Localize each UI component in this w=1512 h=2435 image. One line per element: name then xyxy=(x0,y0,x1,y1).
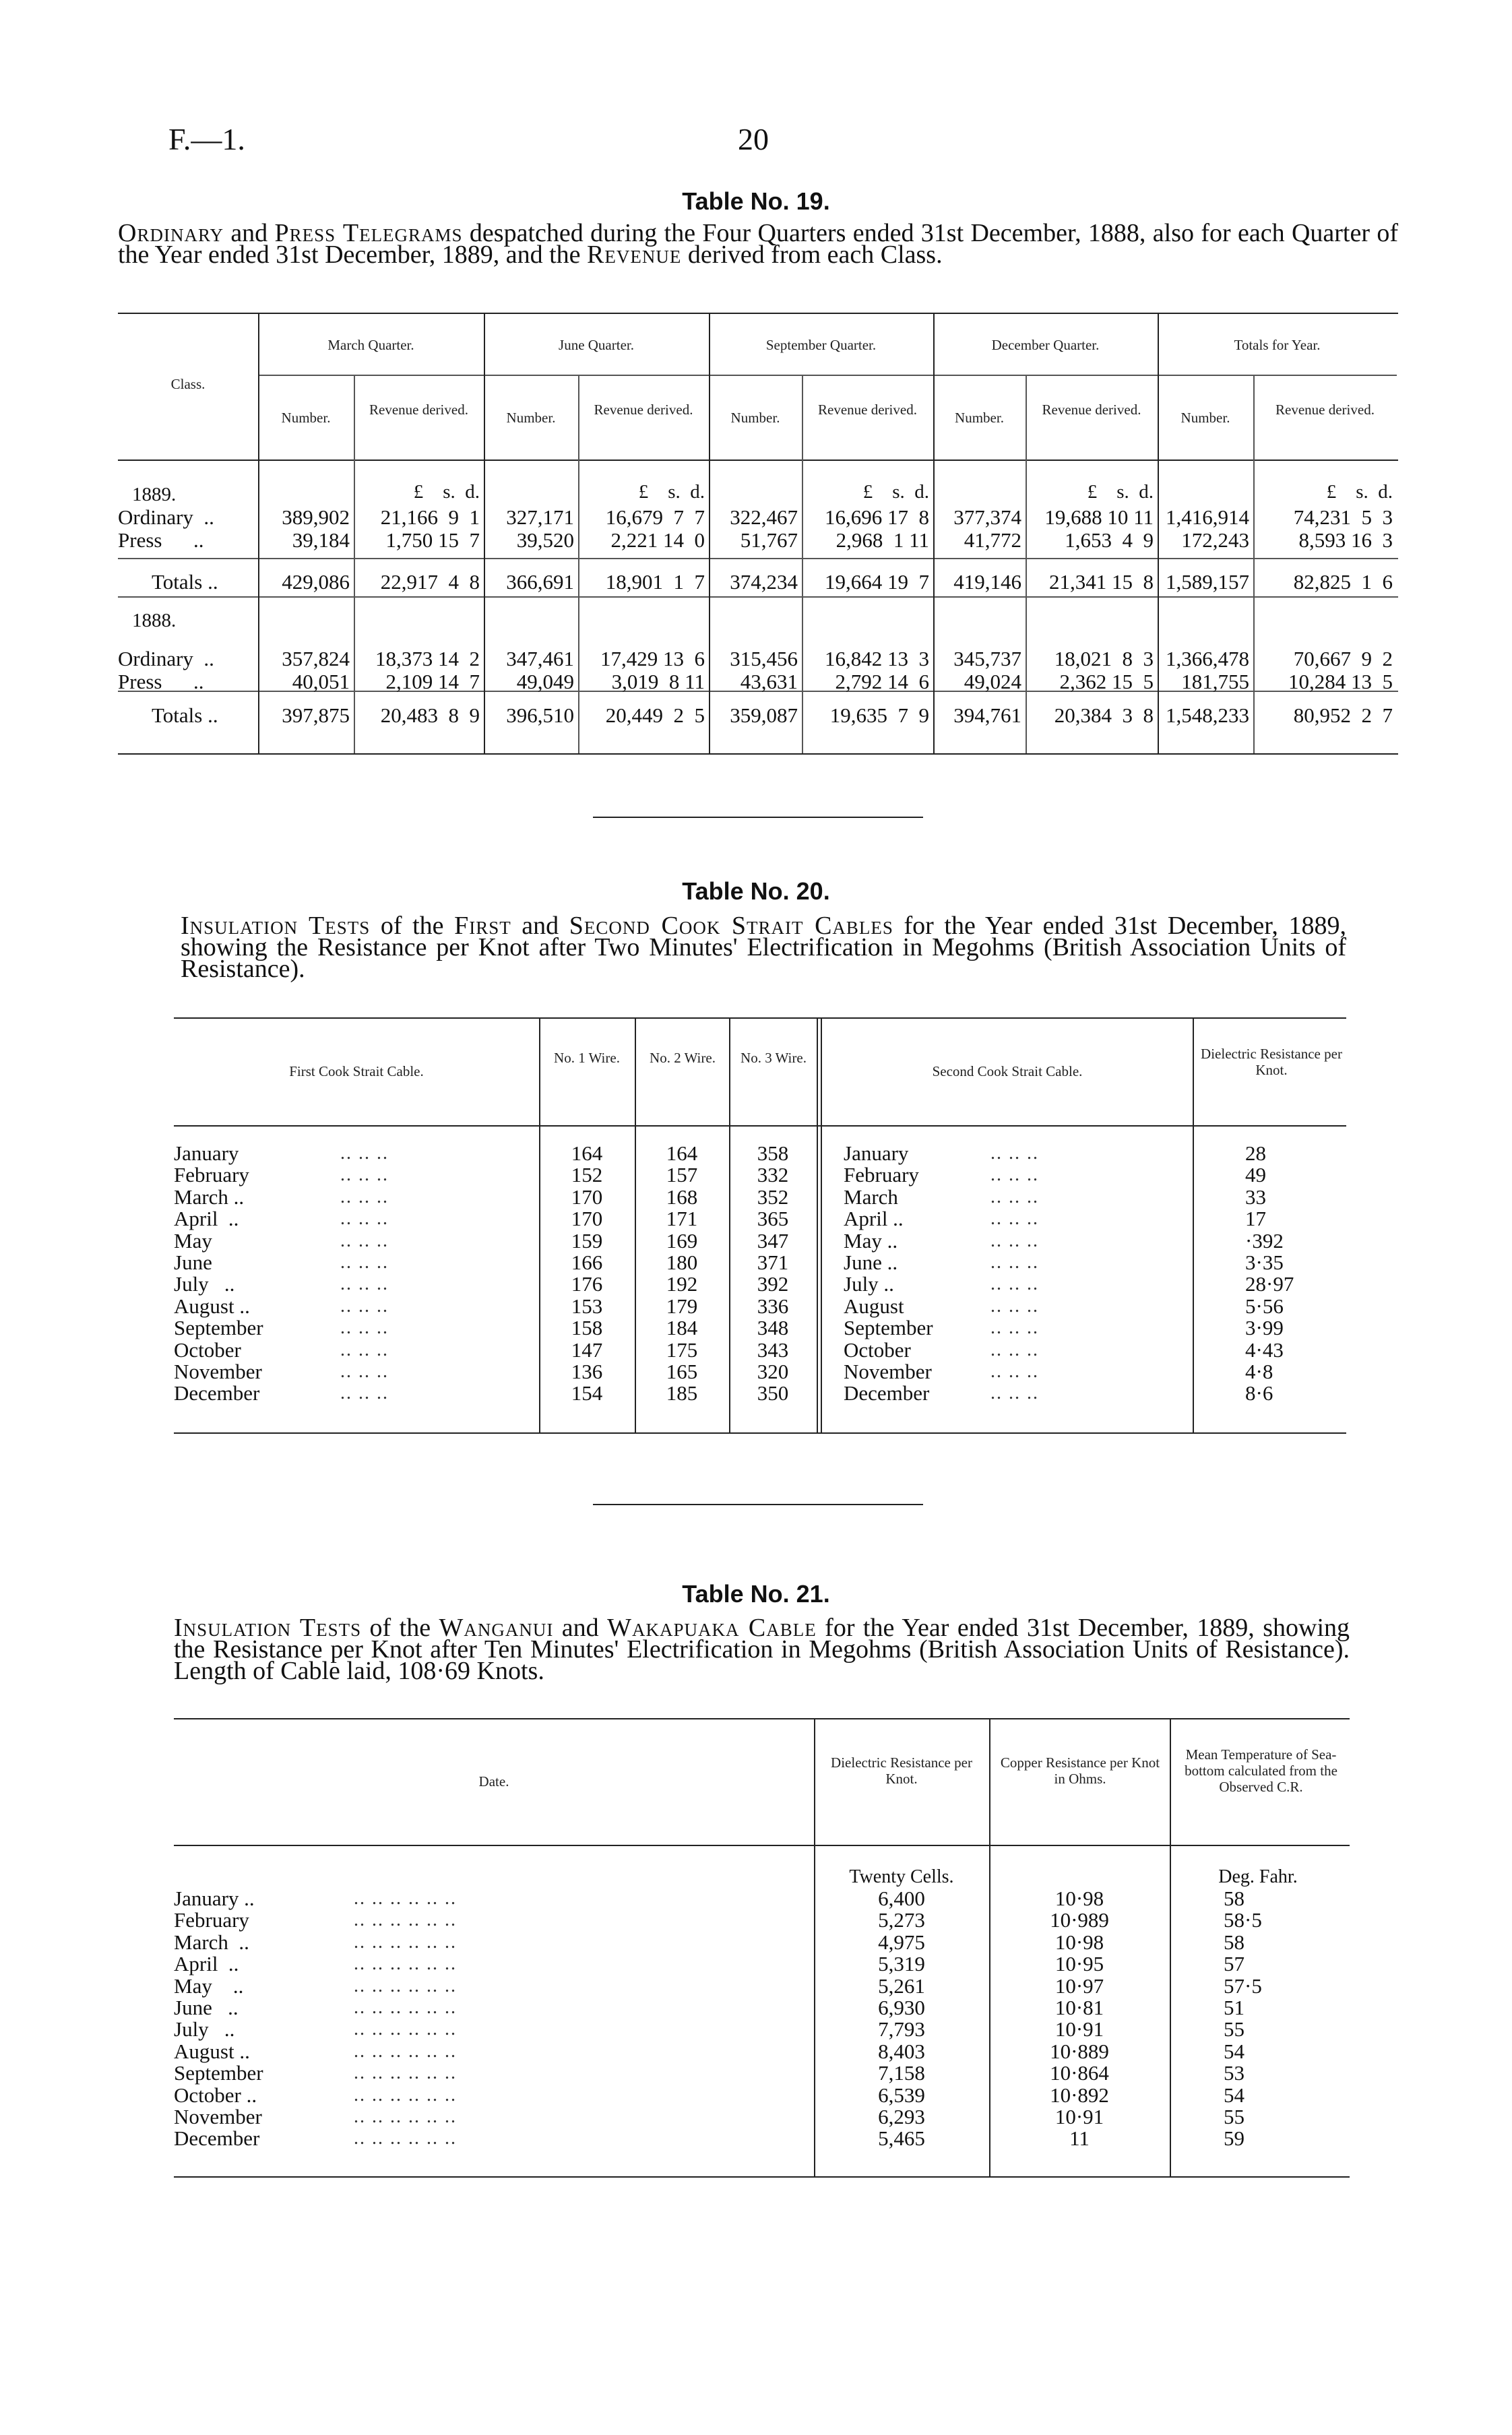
t19-cell: 80,952 2 7 xyxy=(1293,703,1393,727)
t19-cell: 70,667 9 2 xyxy=(1293,647,1393,670)
t19-cell: 181,755 xyxy=(1181,670,1249,693)
t20-diel: 3·99 xyxy=(1245,1316,1284,1339)
t21-temp: 54 xyxy=(1224,2083,1245,2107)
t21-month: February xyxy=(174,1908,249,1932)
t19-cell: 20,449 2 5 xyxy=(605,703,705,727)
t21-copper: 10·989 xyxy=(1050,1908,1109,1932)
t20-month-first: August .. xyxy=(174,1294,250,1318)
t20-month-second: January xyxy=(844,1141,909,1165)
t21-month: June .. xyxy=(174,1996,239,2019)
t19-cell: 20,384 3 8 xyxy=(1054,703,1154,727)
t20-w2: 179 xyxy=(666,1294,698,1318)
t19-cell: 1,589,157 xyxy=(1166,570,1249,594)
t19-header-quarter: December Quarter. xyxy=(991,337,1100,353)
t20-month-second: April .. xyxy=(844,1207,904,1230)
t20-w1: 152 xyxy=(571,1163,603,1187)
t20-leader-dots: .. .. .. xyxy=(990,1339,1039,1360)
t19-cell: 2,221 14 0 xyxy=(610,528,705,552)
t20-w3: 336 xyxy=(757,1294,789,1318)
t20-w3: 343 xyxy=(757,1338,789,1362)
t19-header-quarter: September Quarter. xyxy=(765,337,877,353)
t20-diel: 17 xyxy=(1245,1207,1266,1230)
t19-cell: 51,767 xyxy=(740,528,798,552)
t19-cell: 40,051 xyxy=(292,670,350,693)
t20-vline-5 xyxy=(1193,1017,1194,1432)
t20-leader-dots: .. .. .. xyxy=(990,1317,1039,1338)
t20-w2: 175 xyxy=(666,1338,698,1362)
table21-caption: Insulation Tests of the Wanganui and Wakapuaka Cable for the Year ended 31st December, 1889, showing the Resistance per Knot after Ten Minutes' Electrification in Megohms (British Association Units of Resistance). Length of Cable laid, 108·69 Knots. xyxy=(174,1614,1350,1685)
t20-diel: 49 xyxy=(1245,1163,1266,1187)
t21-diel: 4,975 xyxy=(878,1930,925,1954)
t21-diel: 6,930 xyxy=(878,1996,925,2019)
t20-w3: 392 xyxy=(757,1272,789,1296)
t19-lsd-label: £ s. d. xyxy=(1087,481,1154,503)
t21-header-date: Date. xyxy=(478,1773,509,1790)
t19-cell: 322,467 xyxy=(730,505,798,529)
t20-header-w2: No. 2 Wire. xyxy=(650,1050,716,1066)
t20-leader-dots: .. .. .. xyxy=(340,1143,389,1164)
t19-cell: 21,341 15 8 xyxy=(1049,570,1154,594)
t19-cell: 74,231 5 3 xyxy=(1293,505,1393,529)
t21-month: October .. xyxy=(174,2083,257,2107)
t19-cell: 49,024 xyxy=(964,670,1021,693)
t20-month-second: February xyxy=(844,1163,919,1187)
t20-w2: 165 xyxy=(666,1360,698,1383)
t19-cell: 397,875 xyxy=(282,703,350,727)
t19-cell: 347,461 xyxy=(506,647,574,670)
t21-diel: 8,403 xyxy=(878,2039,925,2063)
t20-leader-dots: .. .. .. xyxy=(990,1383,1039,1403)
t20-header-second: Second Cook Strait Cable. xyxy=(932,1063,1083,1079)
t19-cell: 172,243 xyxy=(1181,528,1249,552)
t19-header-number: Number. xyxy=(955,410,1004,426)
t21-diel: 5,465 xyxy=(878,2126,925,2150)
t19-cell: 49,049 xyxy=(516,670,574,693)
t20-w1: 159 xyxy=(571,1229,603,1253)
t20-w1: 158 xyxy=(571,1316,603,1339)
t20-leader-dots: .. .. .. xyxy=(990,1273,1039,1294)
t21-diel: 5,273 xyxy=(878,1908,925,1932)
t21-copper: 10·95 xyxy=(1054,1952,1104,1975)
t21-vline-3 xyxy=(1170,1718,1171,2176)
t21-temp: 57 xyxy=(1224,1952,1245,1975)
t21-bottom-rule xyxy=(174,2176,1350,2178)
t20-leader-dots: .. .. .. xyxy=(990,1296,1039,1317)
t21-copper: 10·892 xyxy=(1050,2083,1109,2107)
t20-month-first: October xyxy=(174,1338,241,1362)
t19-cell: 366,691 xyxy=(506,570,574,594)
t19-vline xyxy=(802,375,803,753)
t19-header-revenue: Revenue derived. xyxy=(369,402,468,418)
t21-leader-dots: .. .. .. .. .. .. xyxy=(354,1932,457,1953)
t20-diel: ·392 xyxy=(1245,1229,1284,1253)
t21-month: January .. xyxy=(174,1887,255,1910)
t19-cell: 357,824 xyxy=(282,647,350,670)
t20-month-second: November xyxy=(844,1360,932,1383)
t19-bottom-rule xyxy=(118,753,1398,755)
t19-header-number: Number. xyxy=(506,410,556,426)
t21-copper: 10·864 xyxy=(1050,2061,1109,2085)
t21-month: July .. xyxy=(174,2017,235,2041)
t19-cell: 394,761 xyxy=(953,703,1021,727)
t20-w1: 164 xyxy=(571,1141,603,1165)
t20-diel: 33 xyxy=(1245,1185,1266,1209)
t21-leader-dots: .. .. .. .. .. .. xyxy=(354,2062,457,2083)
t19-cell: 1,750 15 7 xyxy=(385,528,480,552)
t19-cell: 429,086 xyxy=(282,570,350,594)
t20-header-diel: Dielectric Resistance per Knot. xyxy=(1201,1046,1342,1078)
t20-month-first: June xyxy=(174,1251,212,1274)
t19-cell: 43,631 xyxy=(740,670,798,693)
t21-leader-dots: .. .. .. .. .. .. xyxy=(354,2019,457,2039)
t20-month-second: July .. xyxy=(844,1272,894,1296)
t20-month-first: April .. xyxy=(174,1207,239,1230)
separator-rule-1 xyxy=(593,817,923,818)
t20-month-second: October xyxy=(844,1338,911,1362)
t20-w1: 136 xyxy=(571,1360,603,1383)
t20-month-first: March .. xyxy=(174,1185,245,1209)
t20-w3: 350 xyxy=(757,1381,789,1405)
t20-month-second: September xyxy=(844,1316,933,1339)
t20-month-first: January xyxy=(174,1141,239,1165)
t20-month-second: June .. xyxy=(844,1251,898,1274)
t19-lsd-label: £ s. d. xyxy=(862,481,929,503)
t19-header-revenue: Revenue derived. xyxy=(594,402,693,418)
t19-row-label: Press .. xyxy=(118,528,204,552)
t21-temp: 54 xyxy=(1224,2039,1245,2063)
t20-header-first: First Cook Strait Cable. xyxy=(289,1063,424,1079)
t19-row-label: Ordinary .. xyxy=(118,505,214,529)
t19-header-quarter: Totals for Year. xyxy=(1234,337,1321,353)
t19-row-label: Totals .. xyxy=(152,703,218,727)
t19-top-rule xyxy=(118,313,1398,314)
t19-cell: 10,284 13 5 xyxy=(1288,670,1393,693)
t21-diel: 5,261 xyxy=(878,1974,925,1998)
t19-header-number: Number. xyxy=(281,410,331,426)
t21-month: September xyxy=(174,2061,263,2085)
t20-leader-dots: .. .. .. xyxy=(990,1230,1039,1251)
table19-caption: Ordinary and Press Telegrams despatched during the Four Quarters ended 31st December, 1888, also for each Quarter of the Year ended 31st December, 1889, and the Revenue derived from each Class. xyxy=(118,219,1398,269)
t20-leader-dots: .. .. .. xyxy=(340,1361,389,1382)
t20-header-rule xyxy=(174,1125,1346,1127)
t21-header-diel: Dielectric Resistance per Knot. xyxy=(831,1754,972,1787)
t19-cell: 16,696 17 8 xyxy=(825,505,929,529)
t20-leader-dots: .. .. .. xyxy=(340,1383,389,1403)
t19-cell: 419,146 xyxy=(953,570,1021,594)
t20-diel: 28·97 xyxy=(1245,1272,1294,1296)
t19-cell: 374,234 xyxy=(730,570,798,594)
t19-cell: 1,653 4 9 xyxy=(1065,528,1154,552)
table21-title: Table No. 21. xyxy=(682,1580,830,1608)
t20-month-second: March xyxy=(844,1185,898,1209)
t19-header-revenue: Revenue derived. xyxy=(1042,402,1141,418)
t20-leader-dots: .. .. .. xyxy=(990,1164,1039,1185)
t19-cell: 3,019 8 11 xyxy=(611,670,705,693)
t20-leader-dots: .. .. .. xyxy=(340,1296,389,1317)
page-number: 20 xyxy=(738,122,769,156)
t21-subhead-deg: Deg. Fahr. xyxy=(1218,1866,1298,1887)
t20-w2: 169 xyxy=(666,1229,698,1253)
t20-month-first: February xyxy=(174,1163,249,1187)
t20-diel: 3·35 xyxy=(1245,1251,1284,1274)
table19-title: Table No. 19. xyxy=(682,187,830,215)
t19-cell: 39,184 xyxy=(292,528,350,552)
t20-month-second: December xyxy=(844,1381,930,1405)
t19-cell: 21,166 9 1 xyxy=(380,505,480,529)
t21-subhead-cells: Twenty Cells. xyxy=(849,1866,954,1887)
t20-leader-dots: .. .. .. xyxy=(340,1252,389,1273)
t20-month-second: May .. xyxy=(844,1229,898,1253)
t21-month: November xyxy=(174,2105,262,2128)
t19-header-number: Number. xyxy=(1180,410,1230,426)
t19-cell: 1,548,233 xyxy=(1166,703,1249,727)
t19-header-number: Number. xyxy=(730,410,780,426)
t21-temp: 55 xyxy=(1224,2017,1245,2041)
t20-w2: 168 xyxy=(666,1185,698,1209)
t19-lsd-label: £ s. d. xyxy=(1326,481,1393,503)
t19-cell: 2,968 1 11 xyxy=(836,528,929,552)
t20-w3: 320 xyxy=(757,1360,789,1383)
t21-month: August .. xyxy=(174,2039,250,2063)
t20-w3: 371 xyxy=(757,1251,789,1274)
t20-leader-dots: .. .. .. xyxy=(340,1230,389,1251)
t20-w3: 347 xyxy=(757,1229,789,1253)
t19-vline xyxy=(1026,375,1027,753)
t19-year-1889: 1889. xyxy=(132,484,177,505)
t21-copper: 10·98 xyxy=(1054,1930,1104,1954)
t20-header-w3: No. 3 Wire. xyxy=(741,1050,807,1066)
t19-cell: 2,109 14 7 xyxy=(385,670,480,693)
t21-leader-dots: .. .. .. .. .. .. xyxy=(354,1975,457,1996)
t21-header-copper: Copper Resistance per Knot in Ohms. xyxy=(1000,1754,1160,1787)
t19-cell: 396,510 xyxy=(506,703,574,727)
t21-temp: 59 xyxy=(1224,2126,1245,2150)
t21-diel: 7,158 xyxy=(878,2061,925,2085)
t19-header-revenue: Revenue derived. xyxy=(1275,402,1375,418)
t19-header-class: Class. xyxy=(170,376,206,392)
t21-header-temp: Mean Temperature of Sea-bottom calculated from the Observed C.R. xyxy=(1185,1746,1337,1795)
t20-diel: 8·6 xyxy=(1245,1381,1273,1405)
t19-cell: 1,416,914 xyxy=(1166,505,1249,529)
t21-leader-dots: .. .. .. .. .. .. xyxy=(354,2041,457,2062)
t21-diel: 5,319 xyxy=(878,1952,925,1975)
t20-w2: 164 xyxy=(666,1141,698,1165)
t19-cell: 2,362 15 5 xyxy=(1059,670,1154,693)
t21-copper: 10·91 xyxy=(1054,2017,1104,2041)
t21-copper: 10·81 xyxy=(1054,1996,1104,2019)
t19-row-label: Press .. xyxy=(118,670,204,693)
t21-copper: 10·889 xyxy=(1050,2039,1109,2063)
t19-cell: 82,825 1 6 xyxy=(1293,570,1393,594)
t19-cell: 345,737 xyxy=(953,647,1021,670)
t20-w1: 147 xyxy=(571,1338,603,1362)
t20-diel: 28 xyxy=(1245,1141,1266,1165)
t19-header-quarter: June Quarter. xyxy=(559,337,634,353)
t20-w2: 184 xyxy=(666,1316,698,1339)
t19-header-mid-rule xyxy=(258,375,1397,376)
t19-vline xyxy=(1253,375,1255,753)
t21-copper: 10·91 xyxy=(1054,2105,1104,2128)
t21-temp: 55 xyxy=(1224,2105,1245,2128)
t19-cell: 389,902 xyxy=(282,505,350,529)
t21-diel: 6,293 xyxy=(878,2105,925,2128)
t20-leader-dots: .. .. .. xyxy=(340,1317,389,1338)
t20-bottom-rule xyxy=(174,1432,1346,1434)
t20-diel: 4·43 xyxy=(1245,1338,1284,1362)
t20-leader-dots: .. .. .. xyxy=(990,1143,1039,1164)
t19-cell: 17,429 13 6 xyxy=(600,647,705,670)
t20-leader-dots: .. .. .. xyxy=(990,1187,1039,1207)
t20-header-w1: No. 1 Wire. xyxy=(554,1050,620,1066)
t21-diel: 6,400 xyxy=(878,1887,925,1910)
t21-diel: 6,539 xyxy=(878,2083,925,2107)
t19-header-bottom-rule xyxy=(118,460,1398,461)
t20-w2: 157 xyxy=(666,1163,698,1187)
t19-cell: 2,792 14 6 xyxy=(835,670,929,693)
t20-vline-4b xyxy=(821,1017,822,1432)
t19-cell: 16,679 7 7 xyxy=(605,505,705,529)
t20-w1: 176 xyxy=(571,1272,603,1296)
t20-leader-dots: .. .. .. xyxy=(340,1208,389,1229)
t21-leader-dots: .. .. .. .. .. .. xyxy=(354,2085,457,2106)
t21-temp: 58 xyxy=(1224,1930,1245,1954)
t20-w3: 352 xyxy=(757,1185,789,1209)
t20-month-second: August xyxy=(844,1294,904,1318)
t19-vline xyxy=(354,375,355,753)
section-code: F.—1. xyxy=(168,122,245,156)
t19-cell: 8,593 16 3 xyxy=(1298,528,1393,552)
t21-top-rule xyxy=(174,1718,1350,1719)
t21-temp: 57·5 xyxy=(1224,1974,1262,1998)
t19-cell: 41,772 xyxy=(964,528,1021,552)
t19-cell: 16,842 13 3 xyxy=(825,647,929,670)
t20-month-first: July .. xyxy=(174,1272,235,1296)
t21-leader-dots: .. .. .. .. .. .. xyxy=(354,1909,457,1930)
t21-temp: 58 xyxy=(1224,1887,1245,1910)
t21-leader-dots: .. .. .. .. .. .. xyxy=(354,1953,457,1974)
t20-leader-dots: .. .. .. xyxy=(990,1361,1039,1382)
t20-vline-4 xyxy=(817,1017,818,1432)
t20-w3: 348 xyxy=(757,1316,789,1339)
t20-month-first: May xyxy=(174,1229,212,1253)
t20-leader-dots: .. .. .. xyxy=(340,1273,389,1294)
t19-cell: 359,087 xyxy=(730,703,798,727)
t21-leader-dots: .. .. .. .. .. .. xyxy=(354,2128,457,2149)
t19-cell: 1,366,478 xyxy=(1166,647,1249,670)
t21-copper: 10·97 xyxy=(1054,1974,1104,1998)
t20-w3: 332 xyxy=(757,1163,789,1187)
t20-w3: 358 xyxy=(757,1141,789,1165)
t19-cell: 377,374 xyxy=(953,505,1021,529)
t19-header-quarter: March Quarter. xyxy=(327,337,414,353)
t20-leader-dots: .. .. .. xyxy=(990,1208,1039,1229)
t19-cell: 18,373 14 2 xyxy=(375,647,480,670)
t21-header-rule xyxy=(174,1845,1350,1846)
t19-header-revenue: Revenue derived. xyxy=(818,402,917,418)
t19-cell: 18,901 1 7 xyxy=(605,570,705,594)
t20-w1: 153 xyxy=(571,1294,603,1318)
t21-month: April .. xyxy=(174,1952,239,1975)
t19-cell: 39,520 xyxy=(516,528,574,552)
t20-leader-dots: .. .. .. xyxy=(340,1339,389,1360)
t19-row-label: Totals .. xyxy=(152,570,218,594)
t21-temp: 51 xyxy=(1224,1996,1245,2019)
t20-w1: 166 xyxy=(571,1251,603,1274)
t20-leader-dots: .. .. .. xyxy=(340,1187,389,1207)
t21-diel: 7,793 xyxy=(878,2017,925,2041)
t20-w2: 192 xyxy=(666,1272,698,1296)
t19-vline xyxy=(578,375,579,753)
t19-mid-rule-2 xyxy=(118,596,1398,598)
t20-w1: 170 xyxy=(571,1207,603,1230)
t19-cell: 19,688 10 11 xyxy=(1044,505,1154,529)
t21-month: May .. xyxy=(174,1974,244,1998)
t21-copper: 10·98 xyxy=(1054,1887,1104,1910)
table20-title: Table No. 20. xyxy=(682,877,830,905)
t19-mid-rule-1 xyxy=(118,558,1398,559)
t21-month: March .. xyxy=(174,1930,249,1954)
t19-lsd-label: £ s. d. xyxy=(413,481,480,503)
t20-month-first: December xyxy=(174,1381,260,1405)
t20-leader-dots: .. .. .. xyxy=(990,1252,1039,1273)
t20-w1: 170 xyxy=(571,1185,603,1209)
table20-caption: Insulation Tests of the First and Second Cook Strait Cables for the Year ended 31st December, 1889, showing the Resistance per Knot after Two Minutes' Electrification in Megohms (British Association Units of Resistance). xyxy=(181,912,1346,983)
t21-copper: 11 xyxy=(1069,2126,1090,2150)
t19-cell: 19,664 19 7 xyxy=(825,570,929,594)
t19-lsd-label: £ s. d. xyxy=(638,481,705,503)
t19-cell: 327,171 xyxy=(506,505,574,529)
t20-leader-dots: .. .. .. xyxy=(340,1164,389,1185)
t21-temp: 58·5 xyxy=(1224,1908,1262,1932)
t21-leader-dots: .. .. .. .. .. .. xyxy=(354,1997,457,2018)
t20-diel: 4·8 xyxy=(1245,1360,1273,1383)
t19-row-label: Ordinary .. xyxy=(118,647,214,670)
t21-leader-dots: .. .. .. .. .. .. xyxy=(354,2106,457,2127)
t20-top-rule xyxy=(174,1017,1346,1019)
t20-month-first: September xyxy=(174,1316,263,1339)
t19-year-1888: 1888. xyxy=(132,610,177,631)
t20-month-first: November xyxy=(174,1360,262,1383)
t20-w2: 185 xyxy=(666,1381,698,1405)
t19-cell: 20,483 8 9 xyxy=(380,703,480,727)
t19-cell: 18,021 8 3 xyxy=(1054,647,1154,670)
t19-cell: 22,917 4 8 xyxy=(380,570,480,594)
t20-w2: 180 xyxy=(666,1251,698,1274)
t20-w1: 154 xyxy=(571,1381,603,1405)
t20-w3: 365 xyxy=(757,1207,789,1230)
t20-w2: 171 xyxy=(666,1207,698,1230)
separator-rule-2 xyxy=(593,1504,923,1505)
t21-leader-dots: .. .. .. .. .. .. xyxy=(354,1888,457,1909)
t19-cell: 19,635 7 9 xyxy=(829,703,929,727)
t21-month: December xyxy=(174,2126,260,2150)
t20-diel: 5·56 xyxy=(1245,1294,1284,1318)
t21-temp: 53 xyxy=(1224,2061,1245,2085)
t19-cell: 315,456 xyxy=(730,647,798,670)
